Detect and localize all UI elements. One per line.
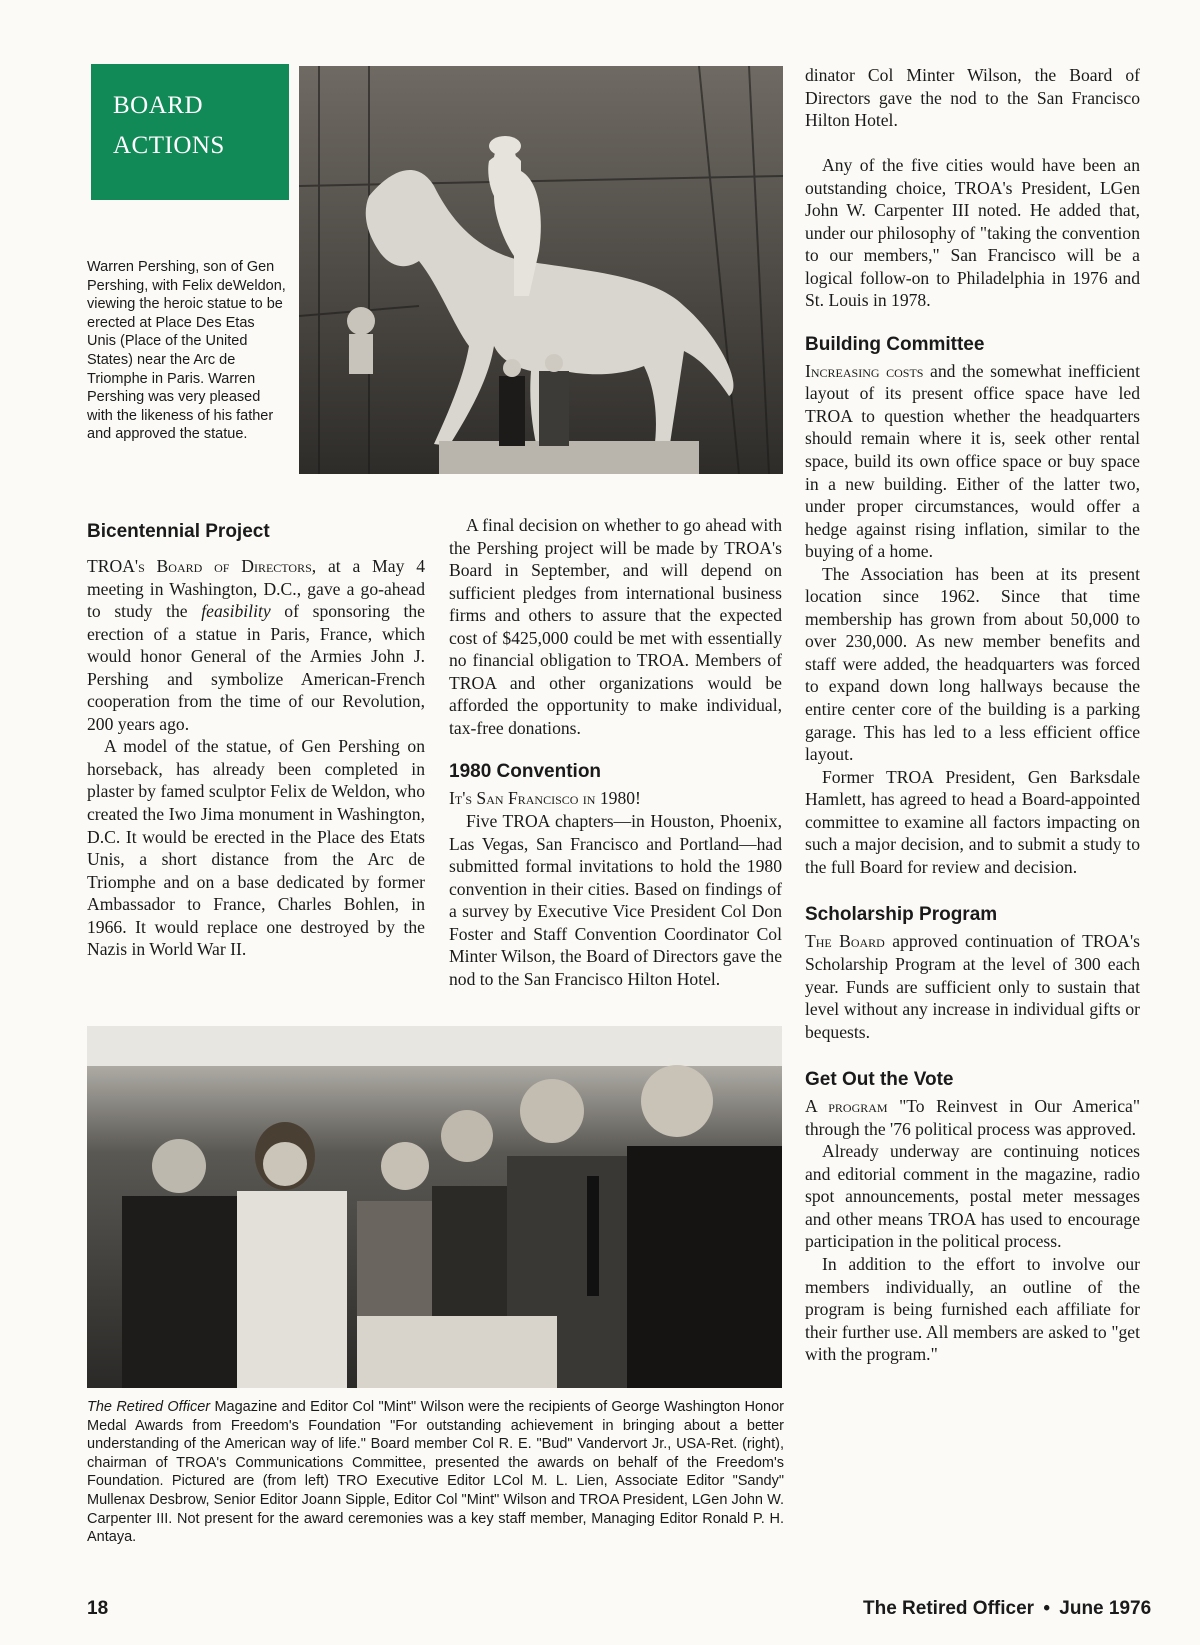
building-paragraph-3: Former TROA President, Gen Barksdale Hamlett, has agreed to head a Board-appointed committee to examine all factors impacting on such a major decision, and to submit a study to the full Board for review and decision. — [805, 766, 1140, 877]
award-caption: The Retired Officer Magazine and Editor Col "Mint" Wilson were the recipients of George Washington Honor Medal Awards from Freedom's Foundation "For outstanding achievement in bringing about a better understanding of the American way of life." Board member Col R. E. "Bud" Vandervort Jr., USA-Ret. (right), chairman of TROA's Communications Committee, presented the awards on behalf of the Freedom's Foundation. Pictured are (from left) TRO Executive Editor LCol M. L. Lien, Associate Editor "Sandy" Mullenax Desbrow, Senior Editor Joann Sipple, Editor Col "Mint" Wilson and TROA President, LGen John W. Carpenter III. Not present for the award ceremonies was a key staff member, Managing Editor Ronald P. H. Antaya. — [87, 1399, 784, 1546]
column-left — [87, 521, 425, 961]
convention-paragraph-2: Any of the five cities would have been an outstanding choice, TROA's President, LGen John W. Carpenter III noted. He added that, under our philosophy of "taking the convention to our members," San Francisco will be a logical follow-on to Philadelphia in 1976 and St. Louis in 1978. — [805, 155, 1140, 311]
column-right — [805, 64, 1140, 1366]
bicentennial-paragraph-3: A final decision on whether to go ahead with the Pershing project will be made by TROA's Board in September, and will depend on sufficient pledges from international business firms and others to assure that the expected cost of $425,000 could be met with essentially no financial obligation to TROA. Members of TROA and other organizations would be afforded the opportunity to make individual, tax-free donations. — [449, 515, 782, 738]
convention-heading: 1980 Convention — [449, 761, 602, 783]
convention-continuation: dinator Col Minter Wilson, the Board of Directors gave the nod to the San Francisco Hilton Hotel. — [805, 65, 1140, 131]
bicentennial-paragraph-1: TROA's Board of Directors, at a May 4 meeting in Washington, D.C., gave a go-ahead to study the feasibility of sponsoring the erection of a statue in Paris, France, which would honor General of the Armies John J. Pershing and symbolize American-French cooperation from the time of our Revolution, 200 years ago. — [87, 556, 425, 734]
bicentennial-heading: Bicentennial Project — [87, 521, 270, 542]
convention-paragraph-1: Five TROA chapters—in Houston, Phoenix, Las Vegas, San Francisco and Portland—had submitted formal invitations to hold the 1980 convention in their cities. Based on findings of a survey by Executive Vice President Col Don Foster and Staff Convention Coordinator Col Minter Wilson, the Board of Directors gave the nod to the San Francisco Hilton Hotel. — [449, 811, 782, 989]
banner-line-1: BOARD — [113, 92, 204, 119]
footer-separator: • — [1043, 1598, 1050, 1619]
footer-date: June 1976 — [1059, 1598, 1152, 1619]
bicentennial-paragraph-2: A model of the statue, of Gen Pershing on horseback, has already been completed in plaster by famed sculptor Felix de Weldon, who created the Iwo Jima monument in Washington, D.C. It would be erected in the Place des Etats Unis, a short distance from the Arc de Triomphe and on a base dedicated by former Ambassador to France, Charles Bohlen, in 1966. It would replace one destroyed by the Nazis in World War II. — [87, 736, 425, 960]
building-paragraph-1: Increasing costs and the somewhat inefficient layout of its present office space have led TROA to question whether the headquarters should remain where it is, seek other rental space, build its own office space or buy space in a new building. Either of the latter two, under proper circumstances, would offer a hedge against rising inflation, similar to the buying of a home. — [805, 360, 1140, 562]
award-caption-publication: The Retired Officer — [87, 1399, 211, 1415]
vote-paragraph-2: Already underway are continuing notices and editorial comment in the magazine, radio spot announcements, postal meter messages and other means TROA has used to encourage participation in the political process. — [805, 1141, 1140, 1252]
page-number: 18 — [87, 1598, 109, 1619]
building-heading: Building Committee — [805, 333, 985, 355]
award-photo — [87, 1026, 782, 1388]
running-footer — [863, 1598, 1152, 1620]
statue-caption: Warren Pershing, son of Gen Pershing, with Felix deWeldon, viewing the heroic statue to be erected at Place Des Etas Unis (Place of the United States) near the Arc de Triomphe in Paris. Warren Pershing was very pleased with the likeness of his father and approved the statue. — [87, 259, 286, 443]
scholarship-heading: Scholarship Program — [805, 904, 998, 926]
convention-lead: It's San Francisco in 1980! — [449, 788, 641, 809]
section-banner — [91, 64, 289, 200]
award-photo-illustration — [87, 1026, 782, 1388]
scholarship-paragraph: The Board approved continuation of TROA's Scholarship Program at the level of 300 each year. Funds are sufficient only to sustain that level without any increase in individual gifts or bequests. — [805, 931, 1140, 1042]
vote-paragraph-1: A program "To Reinvest in Our America" through the '76 political process was approved. — [805, 1096, 1140, 1139]
statue-photo-illustration — [299, 66, 783, 474]
banner-line-2: ACTIONS — [113, 132, 225, 159]
vote-paragraph-3: In addition to the effort to involve our members individually, an outline of the program is being furnished each affiliate for their further use. All members are asked to "get with the program." — [805, 1253, 1140, 1365]
column-middle — [449, 514, 782, 990]
statue-photo — [299, 66, 783, 474]
footer-publication: The Retired Officer — [863, 1598, 1035, 1619]
vote-heading: Get Out the Vote — [805, 1069, 954, 1091]
bicentennial-lead: TROA's Board of Directors, — [87, 556, 317, 576]
building-paragraph-2: The Association has been at its present location since 1962. Since that time membership has grown from about 50,000 to over 230,000. As new member benefits and staff were added, the headquarters was forced to expand down long hallways because the entire center core of the building is a parking garage. This has led to a less efficient office layout. — [805, 563, 1140, 765]
